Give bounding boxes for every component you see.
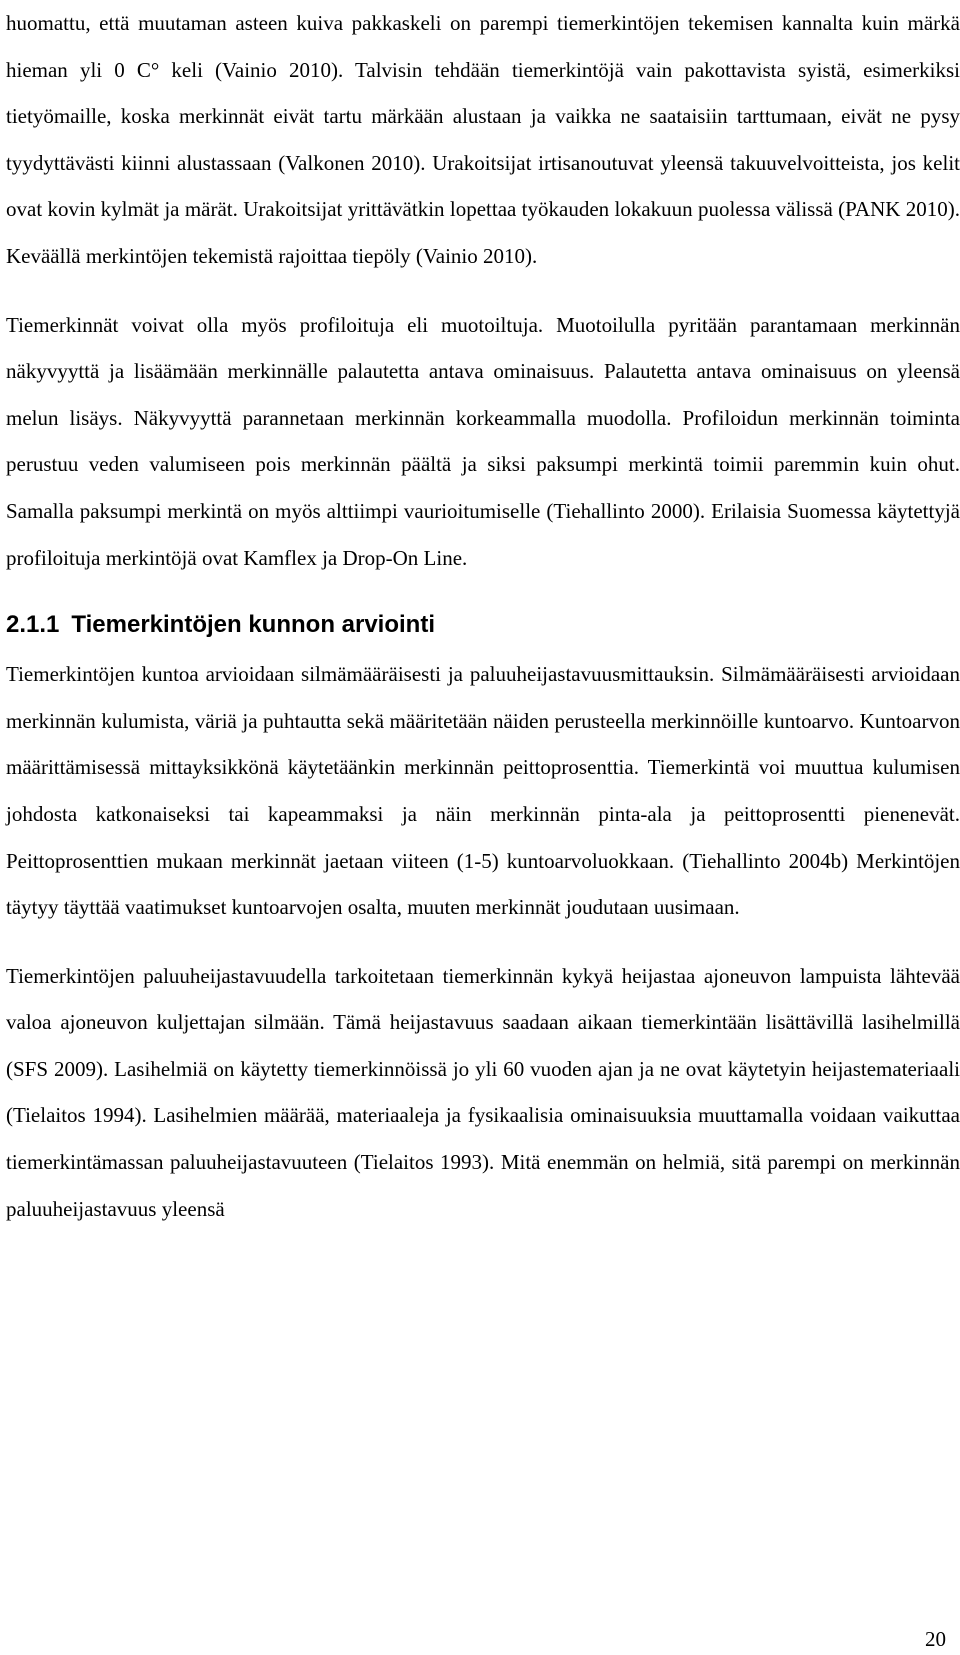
paragraph-spacer [6,931,960,953]
body-paragraph: Tiemerkintöjen kuntoa arvioidaan silmämääräisesti ja paluuheijastavuusmittauksin. Silmämääräisesti arvioidaan merkinnän kulumista, väriä ja puhtautta sekä määritetään näiden perusteella merkinnöille kuntoarvo. Kuntoarvon määrittämisessä mittayksikkönä käytetäänkin merkinnän peittoprosenttia. Tiemerkintä voi muuttua kulumisen johdosta katkonaiseksi tai kapeammaksi ja näin merkinnän pinta-ala ja peittoprosentti pienenevät. Peittoprosenttien mukaan merkinnät jaetaan viiteen (1-5) kuntoarvoluokkaan. (Tiehallinto 2004b) Merkintöjen täytyy täyttää vaatimukset kuntoarvojen osalta, muuten merkinnät joudutaan uusimaan. [6,662,960,920]
body-paragraph: Tiemerkinnät voivat olla myös profiloituja eli muotoiltuja. Muotoilulla pyritään parantamaan merkinnän näkyvyyttä ja lisäämään merkinnälle palautetta antava ominaisuus. Palautetta antava ominaisuus on yleensä melun lisäys. Näkyvyyttä parannetaan merkinnän korkeammalla muodolla. Profiloidun merkinnän toiminta perustuu veden valumiseen pois merkinnän päältä ja siksi paksumpi merkintä toimii paremmin kuin ohut. Samalla paksumpi merkintä on myös alttiimpi vaurioitumiselle (Tiehallinto 2000). Erilaisia Suomessa käytettyjä profiloituja merkintöjä ovat Kamflex ja Drop-On Line. [6,312,960,570]
section-heading [6,599,960,651]
section-title: Tiemerkintöjen kunnon arviointi [71,611,435,639]
document-page [6,0,960,1232]
page-number: 20 [925,1627,946,1651]
section-number: 2.1.1 [6,611,60,639]
body-paragraph: Tiemerkintöjen paluuheijastavuudella tarkoitetaan tiemerkinnän kykyä heijastaa ajoneuvon lampuista lähtevää valoa ajoneuvon kuljettajan silmään. Tämä heijastavuus saadaan aikaan tiemerkintään lisättävillä lasihelmillä (SFS 2009). Lasihelmiä on käytetty tiemerkinnöissä jo yli 60 vuoden ajan ja ne ovat käytetyin heijastemateriaali (Tielaitos 1994). Lasihelmien määrää, materiaaleja ja fysikaalisia ominaisuuksia muuttamalla voidaan vaikuttaa tiemerkintämassan paluuheijastavuuteen (Tielaitos 1993). Mitä enemmän on helmiä, sitä parempi on merkinnän paluuheijastavuus yleensä [6,963,960,1221]
paragraph-spacer [6,280,960,302]
body-paragraph: huomattu, että muutaman asteen kuiva pakkaskeli on parempi tiemerkintöjen tekemisen kannalta kuin märkä hieman yli 0 C° keli (Vainio 2010). Talvisin tehdään tiemerkintöjä vain pakottavista syistä, esimerkiksi tietyömaille, koska merkinnät eivät tartu märkään alustaan ja vaikka ne saataisiin tarttumaan, eivät ne pysy tyydyttävästi kiinni alustassaan (Valkonen 2010). Urakoitsijat irtisanoutuvat yleensä takuuvelvoitteista, jos kelit ovat kovin kylmät ja märät. Urakoitsijat yrittävätkin lopettaa työkauden lokakuun puolessa välissä (PANK 2010). Keväällä merkintöjen tekemistä rajoittaa tiepöly (Vainio 2010). [6,11,960,268]
